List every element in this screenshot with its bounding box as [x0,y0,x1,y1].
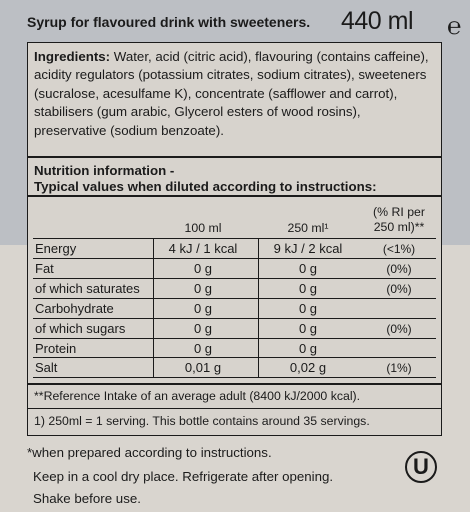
table-row [33,299,436,318]
footnote-reference-intake: **Reference Intake of an average adult (8400 kJ/2000 kcal). [34,389,361,403]
nutrient-label: Carbohydrate [35,300,114,316]
nutrient-label: Protein [35,340,77,356]
ingredients-text [34,48,434,140]
table-bottom-rule [28,383,441,385]
nutrition-heading-divider [28,195,441,197]
table-row-rule [33,377,436,378]
nutrient-label: of which sugars [35,320,126,336]
value-100ml: 0 g [193,260,213,276]
column-header-ri-line1: (% RI per [373,205,425,219]
column-header-ri [364,205,434,235]
value-250ml: 0,02 g [289,360,327,376]
column-header-100ml: 100 ml [184,221,222,235]
product-header [27,6,462,40]
table-row [33,339,436,358]
value-100ml: 0 g [193,320,213,336]
ingredients-divider [28,156,441,158]
column-header-250ml: 250 ml¹ [287,221,329,235]
table-row [33,319,436,338]
storage-instructions: Keep in a cool dry place. Refrigerate after opening. [33,469,334,484]
table-row [33,358,436,377]
nutrient-label: Fat [35,260,54,276]
footnote-serving: 1) 250ml = 1 serving. This bottle contains around 35 servings. [34,414,370,428]
value-250ml: 0 g [298,260,318,276]
value-250ml: 0 g [298,300,318,316]
value-250ml: 0 g [298,340,318,356]
value-100ml: 0 g [193,300,213,316]
value-100ml: 0 g [193,280,213,296]
estimated-sign-icon: ℮ [447,13,462,40]
nutrient-label: of which saturates [35,280,140,296]
value-ri: (1%) [386,361,412,376]
nutrition-heading-line1: Nutrition information - [34,163,175,178]
product-description: Syrup for flavoured drink with sweeteners. [27,14,311,30]
shake-instructions: Shake before use. [33,491,141,506]
nutrient-label: Salt [35,360,58,376]
column-header-ri-line2: 250 ml)** [373,220,425,234]
table-row [33,259,436,278]
prepared-note: *when prepared according to instructions. [27,445,272,460]
value-250ml: 0 g [298,280,318,296]
value-ri: (0%) [386,261,412,276]
value-ri: (0%) [386,281,412,296]
value-ri: (0%) [386,321,412,336]
kosher-u-icon: U [405,451,437,483]
nutrient-label: Energy [35,241,77,256]
value-100ml: 0,01 g [184,360,222,376]
table-col-divider-2 [258,238,259,378]
ingredients-label: Ingredients: [34,49,111,64]
value-ri: (<1%) [382,242,416,256]
nutrition-heading [34,163,434,195]
table-col-divider-1 [153,238,154,378]
value-250ml: 0 g [298,320,318,336]
product-volume: 440 ml [341,7,414,35]
footnote-divider [28,408,441,409]
value-100ml: 4 kJ / 1 kcal [168,241,238,256]
value-100ml: 0 g [193,340,213,356]
table-row [33,279,436,298]
table-row [33,239,436,258]
ingredients-list: Water, acid (citric acid), flavouring (contains caffeine), acidity regulators (potassium citrates, sodium citrates), sweeteners (sucralose, acesulfame K), concentrate (safflower and carrot), stabilisers (gum arabic, Glycerol esters of wood rosins), preservative (sodium benzoate). [34,49,429,138]
value-250ml: 9 kJ / 2 kcal [273,241,343,256]
nutrition-heading-line2: Typical values when diluted according to instructions: [34,179,377,194]
label-panel [27,42,442,436]
